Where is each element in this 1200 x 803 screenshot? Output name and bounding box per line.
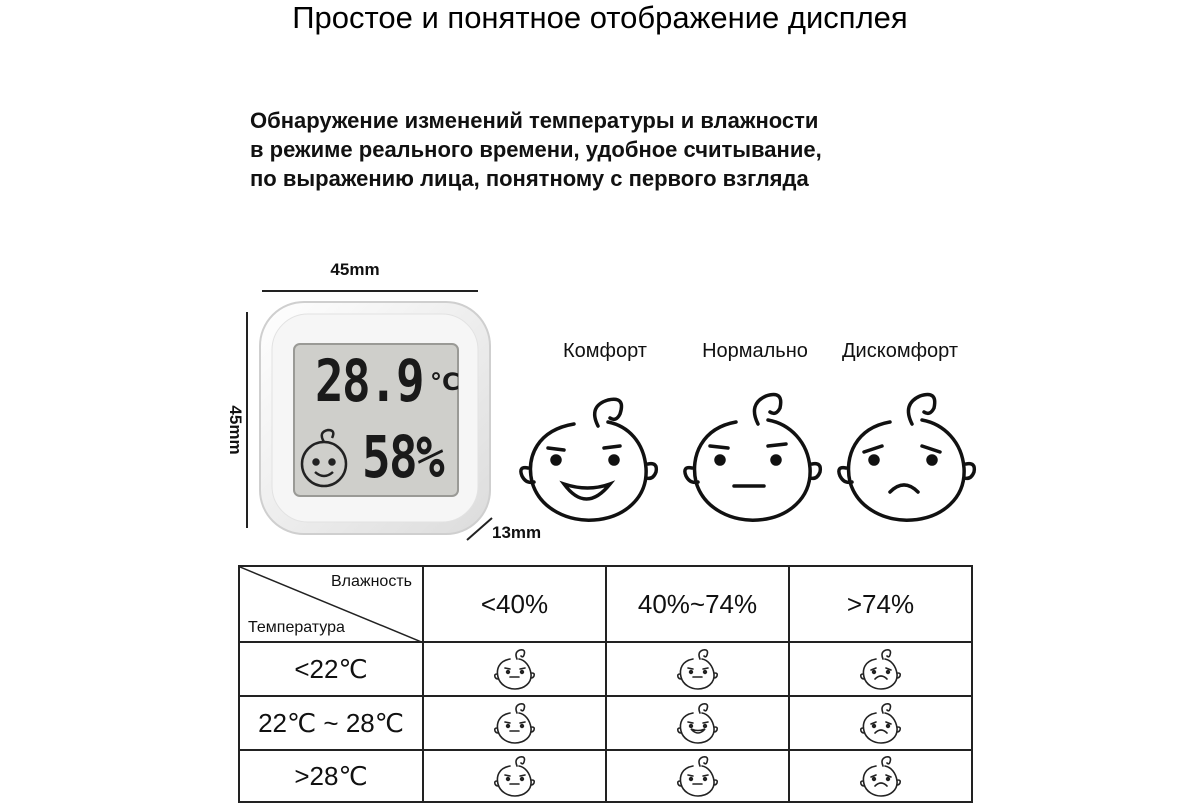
comfort-face-icon (607, 701, 788, 745)
discomfort-face-icon (836, 378, 978, 526)
comfort-label: Комфорт (563, 340, 647, 362)
row-label: >28℃ (239, 750, 423, 802)
normal-face-icon (424, 647, 605, 691)
normal-face-icon (682, 378, 824, 526)
column-header: <40% (423, 566, 606, 642)
column-header: 40%~74% (606, 566, 789, 642)
depth-label: 13mm (492, 523, 542, 542)
height-label: 45mm (226, 405, 245, 455)
discomfort-face-icon (790, 754, 971, 798)
description-line-3: по выражению лица, понятному с первого взгляда (250, 166, 809, 191)
normal-face-icon (424, 701, 605, 745)
normal-face-icon (607, 647, 788, 691)
table-cell (423, 750, 606, 802)
lcd-temperature: 28.9 (315, 347, 423, 415)
row-label: 22℃ ~ 28℃ (239, 696, 423, 750)
table-cell (606, 642, 789, 696)
table-cell (423, 696, 606, 750)
description-line-1: Обнаружение изменений температуры и влажности (250, 108, 819, 133)
page-title: Простое и понятное отображение дисплея (292, 0, 908, 35)
row-label: <22℃ (239, 642, 423, 696)
table-row (239, 696, 972, 750)
hygrometer-device (258, 298, 492, 536)
table-cell (789, 696, 972, 750)
lcd-temperature-unit: °C (430, 368, 460, 396)
column-header: >74% (789, 566, 972, 642)
discomfort-face-icon (790, 701, 971, 745)
comfort-table (238, 565, 973, 803)
description-line-2: в режиме реального времени, удобное считывание, (250, 137, 822, 162)
table-corner-cell (239, 566, 423, 642)
lcd-humidity: 58% (362, 423, 443, 491)
humidity-header: Влажность (330, 573, 412, 590)
table-cell (423, 642, 606, 696)
table-row (239, 750, 972, 802)
comfort-face-icon (518, 378, 660, 526)
normal-face-icon (424, 754, 605, 798)
discomfort-label: Дискомфорт (842, 340, 958, 362)
table-cell (606, 696, 789, 750)
table-row (239, 642, 972, 696)
discomfort-face-icon (790, 647, 971, 691)
normal-face-icon (607, 754, 788, 798)
temperature-header: Температура (248, 619, 345, 636)
table-cell (789, 750, 972, 802)
table-cell (606, 750, 789, 802)
width-label: 45mm (330, 260, 380, 279)
normal-label: Нормально (702, 340, 808, 362)
table-cell (789, 642, 972, 696)
